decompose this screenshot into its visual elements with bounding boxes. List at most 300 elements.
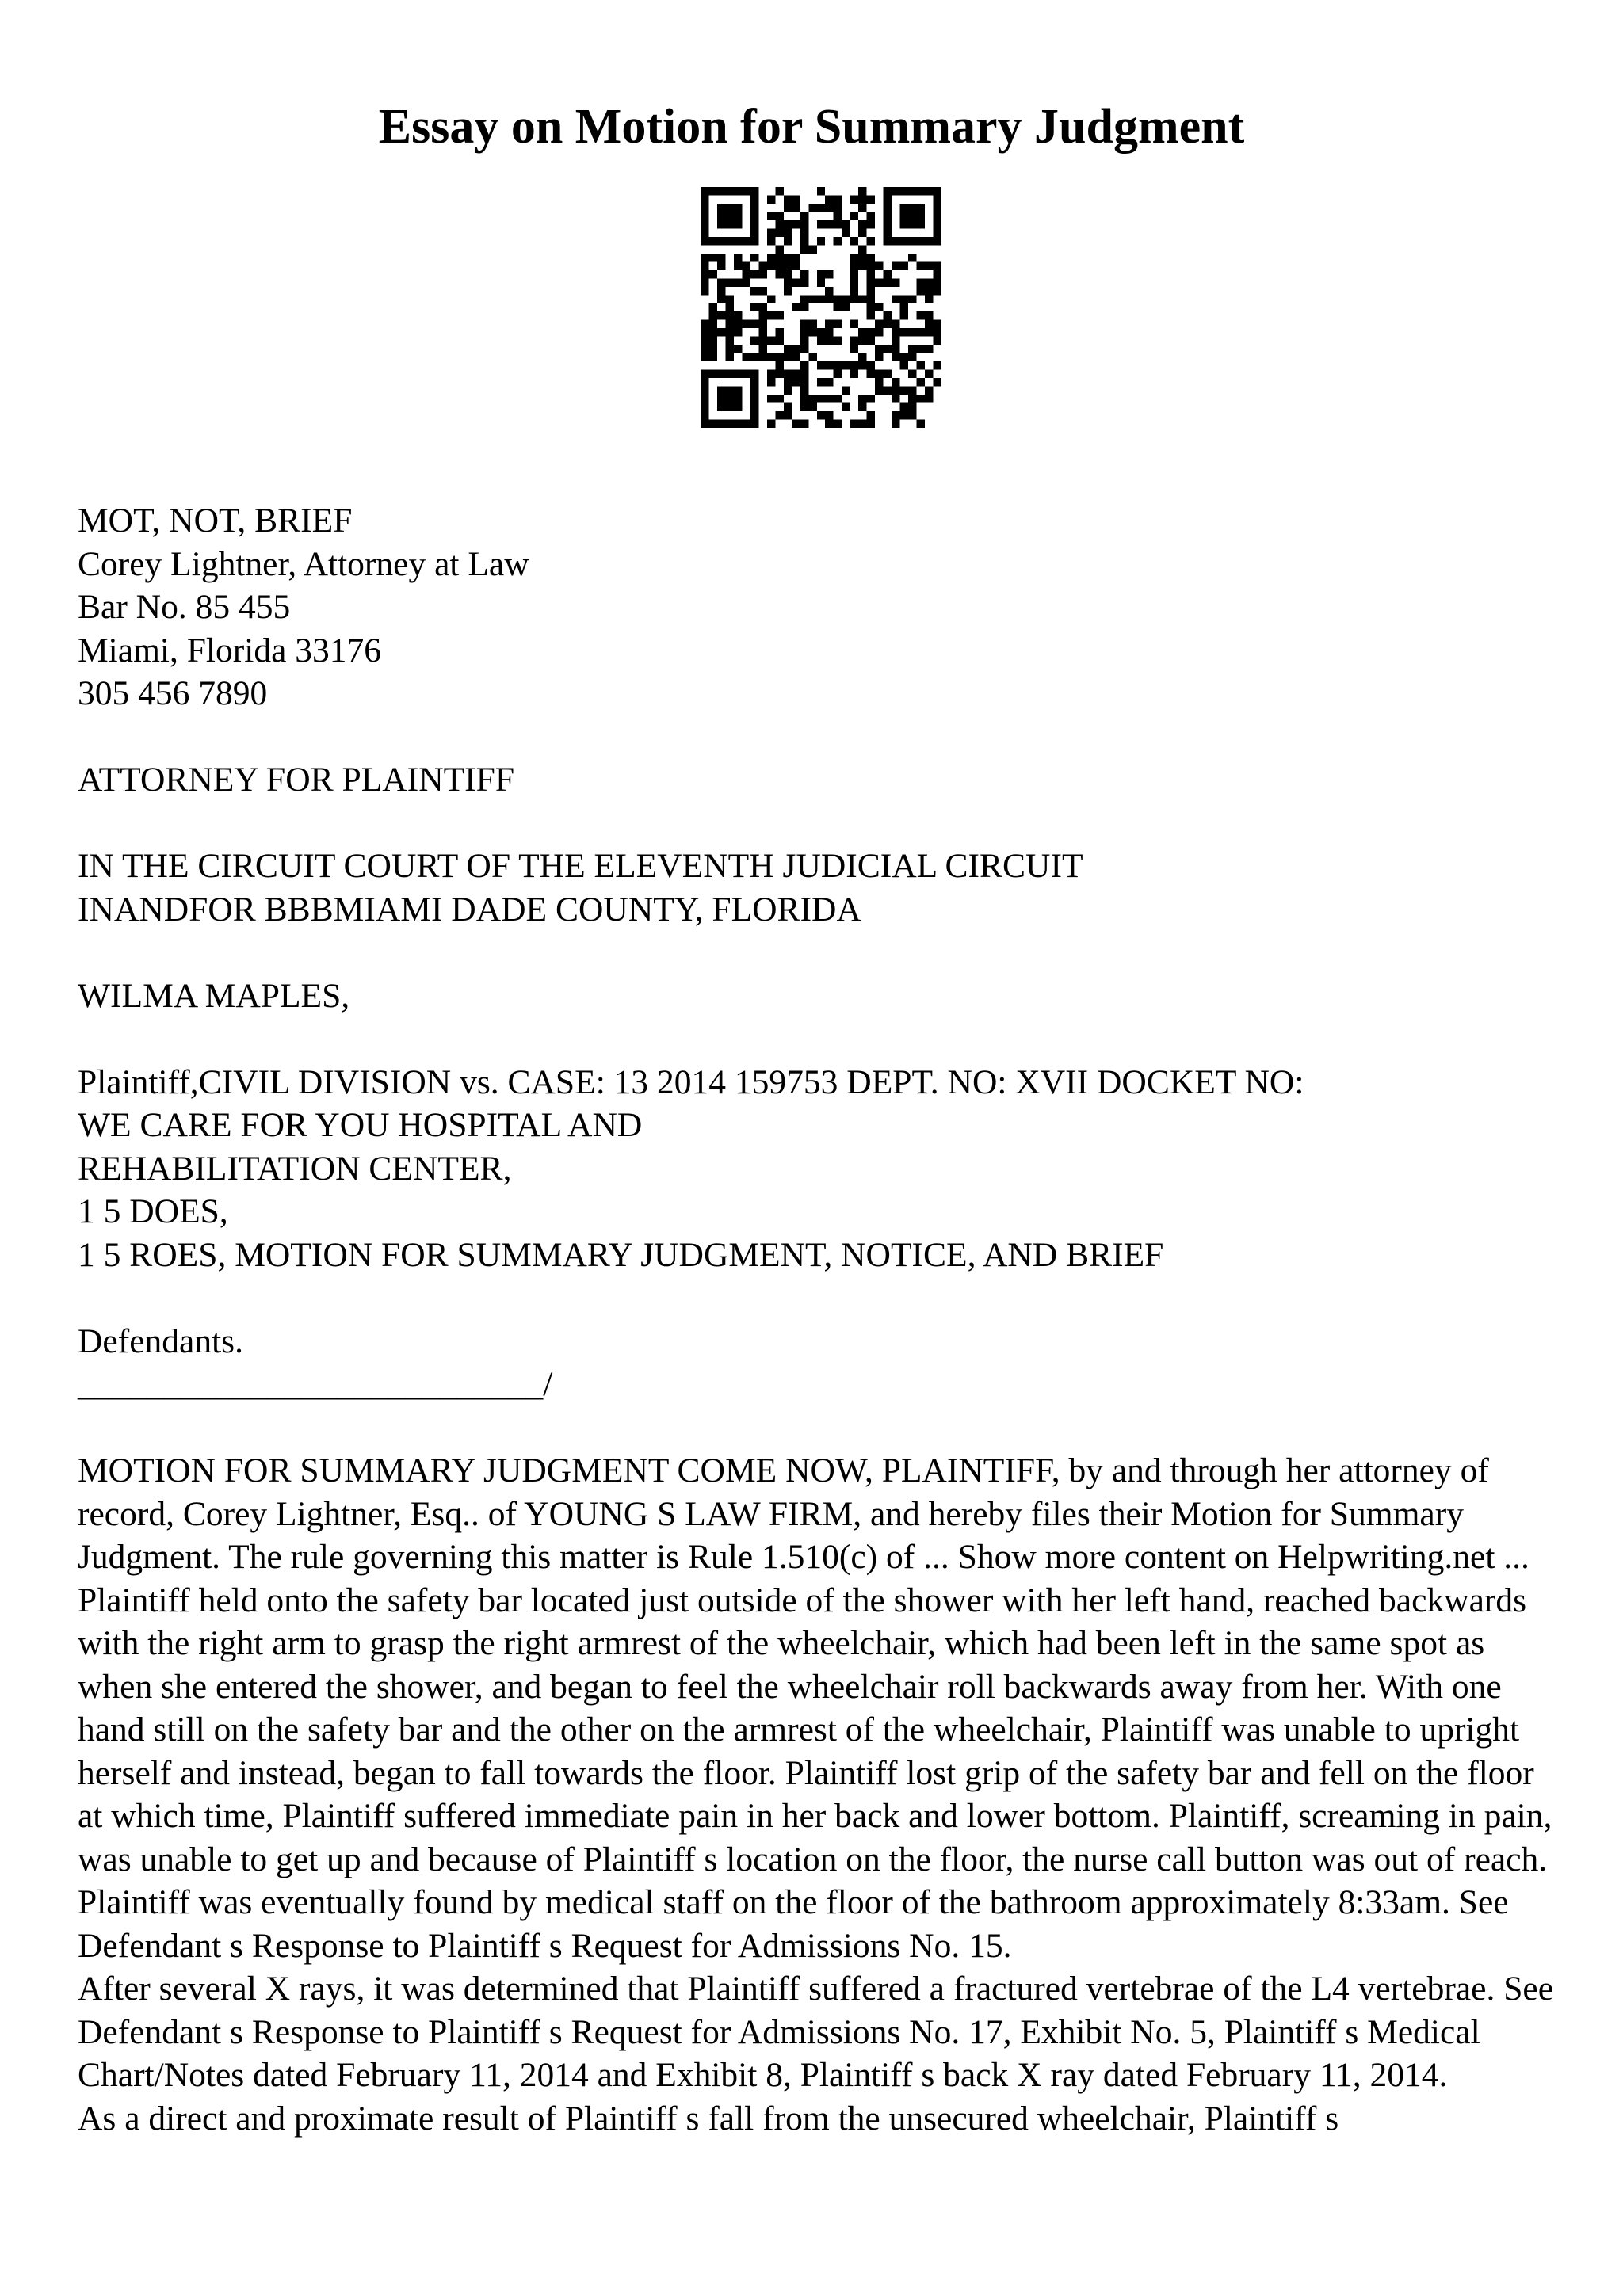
qr-module xyxy=(917,378,925,386)
qr-module xyxy=(750,403,758,411)
qr-module xyxy=(767,195,775,203)
qr-module xyxy=(708,320,716,328)
qr-module xyxy=(742,261,750,269)
qr-module xyxy=(701,370,708,378)
qr-module xyxy=(817,395,825,402)
qr-module xyxy=(842,303,850,311)
qr-module xyxy=(892,278,899,286)
qr-module xyxy=(767,261,775,269)
qr-module xyxy=(917,212,925,219)
qr-module xyxy=(784,287,792,295)
qr-module xyxy=(817,204,825,212)
qr-module xyxy=(925,387,933,395)
qr-module xyxy=(934,278,941,286)
qr-module xyxy=(850,270,858,278)
qr-module xyxy=(908,295,916,303)
qr-module xyxy=(934,328,941,336)
qr-module xyxy=(892,295,899,303)
qr-module xyxy=(767,254,775,261)
qr-module xyxy=(792,345,800,353)
qr-module xyxy=(701,254,708,261)
qr-module xyxy=(884,345,892,353)
header-line: Corey Lightner, Attorney at Law xyxy=(78,544,529,583)
qr-module xyxy=(808,245,816,253)
qr-module xyxy=(725,212,733,219)
qr-module xyxy=(867,261,875,269)
qr-module xyxy=(734,204,742,212)
qr-module xyxy=(800,245,808,253)
caption-line: 1 5 ROES, MOTION FOR SUMMARY JUDGMENT, NOTICE, AND BRIEF xyxy=(78,1235,1164,1274)
document-body xyxy=(78,499,1568,2140)
qr-module xyxy=(825,295,833,303)
qr-module xyxy=(850,287,858,295)
qr-module xyxy=(708,420,716,428)
qr-module xyxy=(758,345,766,353)
qr-module xyxy=(808,403,816,411)
qr-module xyxy=(884,212,892,219)
qr-module xyxy=(908,403,916,411)
qr-module xyxy=(884,228,892,236)
qr-module xyxy=(784,204,792,212)
qr-module xyxy=(742,420,750,428)
qr-module xyxy=(708,237,716,245)
qr-module xyxy=(725,345,733,353)
qr-module xyxy=(858,328,866,336)
qr-module xyxy=(767,337,775,345)
qr-module xyxy=(834,220,842,228)
qr-module xyxy=(767,420,775,428)
qr-module xyxy=(808,328,816,336)
qr-module xyxy=(867,287,875,295)
qr-module xyxy=(717,370,725,378)
qr-module xyxy=(850,278,858,286)
qr-module xyxy=(767,295,775,303)
qr-module xyxy=(701,261,708,269)
qr-module xyxy=(717,204,725,212)
defendants-label: Defendants. xyxy=(78,1322,243,1360)
qr-module xyxy=(908,187,916,195)
qr-module xyxy=(875,278,883,286)
qr-module xyxy=(758,303,766,311)
qr-module xyxy=(867,212,875,219)
qr-module xyxy=(925,311,933,319)
qr-module xyxy=(734,370,742,378)
qr-module xyxy=(775,337,783,345)
qr-module xyxy=(784,353,792,361)
qr-module xyxy=(717,278,725,286)
qr-module xyxy=(900,187,908,195)
qr-module xyxy=(750,303,758,311)
qr-module xyxy=(750,237,758,245)
qr-module xyxy=(800,328,808,336)
qr-module xyxy=(808,320,816,328)
qr-module xyxy=(825,337,833,345)
qr-module xyxy=(842,295,850,303)
qr-module xyxy=(742,187,750,195)
qr-module xyxy=(701,378,708,386)
qr-module xyxy=(867,337,875,345)
qr-module xyxy=(892,337,899,345)
qr-module xyxy=(800,278,808,286)
qr-module xyxy=(750,254,758,261)
qr-module xyxy=(725,403,733,411)
qr-module xyxy=(775,187,783,195)
qr-module xyxy=(917,420,925,428)
qr-module xyxy=(834,320,842,328)
qr-module xyxy=(717,212,725,219)
qr-module xyxy=(701,420,708,428)
qr-module xyxy=(800,403,808,411)
qr-module xyxy=(858,220,866,228)
qr-module xyxy=(708,187,716,195)
qr-module xyxy=(767,378,775,386)
qr-module xyxy=(775,361,783,369)
qr-module xyxy=(875,345,883,353)
qr-module xyxy=(858,420,866,428)
qr-module xyxy=(842,220,850,228)
qr-module xyxy=(792,303,800,311)
qr-module xyxy=(817,411,825,419)
qr-module xyxy=(908,328,916,336)
qr-module xyxy=(917,395,925,402)
qr-module xyxy=(717,311,725,319)
qr-module xyxy=(767,353,775,361)
qr-module xyxy=(767,228,775,236)
qr-module xyxy=(792,420,800,428)
qr-module xyxy=(925,328,933,336)
qr-module xyxy=(775,311,783,319)
qr-module xyxy=(800,237,808,245)
qr-module xyxy=(775,254,783,261)
qr-module xyxy=(775,220,783,228)
qr-module xyxy=(934,220,941,228)
qr-module xyxy=(817,295,825,303)
qr-module xyxy=(917,287,925,295)
qr-module xyxy=(767,395,775,402)
qr-module xyxy=(734,395,742,402)
qr-module xyxy=(725,337,733,345)
qr-module xyxy=(817,187,825,195)
qr-module xyxy=(758,261,766,269)
qr-module xyxy=(875,370,883,378)
qr-module xyxy=(934,187,941,195)
qr-module xyxy=(792,370,800,378)
qr-module xyxy=(908,212,916,219)
qr-module xyxy=(867,254,875,261)
qr-module xyxy=(708,270,716,278)
qr-module xyxy=(925,345,933,353)
qr-module xyxy=(758,328,766,336)
qr-module xyxy=(784,254,792,261)
body-paragraph: MOTION FOR SUMMARY JUDGMENT COME NOW, PLAINTIFF, by and through her attorney of record, Corey Lightner, Esq.. of YOUNG S LAW FIRM, and hereby files their Motion for Summary Judgment. The rule governing this matter is Rule 1.510(c) of ... Show more content on Helpwriting.net ... xyxy=(78,1451,1529,1576)
qr-module xyxy=(834,295,842,303)
qr-module xyxy=(900,387,908,395)
court-line: INANDFOR BBBMIAMI DADE COUNTY, FLORIDA xyxy=(78,890,861,929)
qr-module xyxy=(900,411,908,419)
qr-module xyxy=(884,270,892,278)
qr-module xyxy=(850,195,858,203)
qr-module xyxy=(900,295,908,303)
qr-module xyxy=(750,220,758,228)
qr-module xyxy=(925,287,933,295)
qr-module xyxy=(734,254,742,261)
caption-line: WE CARE FOR YOU HOSPITAL AND xyxy=(78,1106,643,1144)
qr-module xyxy=(884,370,892,378)
qr-module xyxy=(867,278,875,286)
qr-module xyxy=(784,270,792,278)
qr-module xyxy=(717,387,725,395)
qr-module xyxy=(750,270,758,278)
qr-module xyxy=(808,353,816,361)
qr-module xyxy=(825,395,833,402)
attorney-for-line: ATTORNEY FOR PLAINTIFF xyxy=(78,761,515,799)
qr-module xyxy=(858,204,866,212)
qr-module xyxy=(867,237,875,245)
qr-module xyxy=(734,212,742,219)
qr-module xyxy=(834,212,842,219)
qr-module xyxy=(858,187,866,195)
qr-module xyxy=(750,411,758,419)
qr-module xyxy=(717,403,725,411)
qr-module xyxy=(858,361,866,369)
qr-module xyxy=(701,212,708,219)
qr-module xyxy=(800,345,808,353)
qr-module xyxy=(800,228,808,236)
qr-module xyxy=(884,311,892,319)
qr-module xyxy=(850,295,858,303)
qr-module xyxy=(875,387,883,395)
qr-module xyxy=(900,403,908,411)
qr-module xyxy=(934,204,941,212)
qr-module xyxy=(892,345,899,353)
qr-module xyxy=(850,320,858,328)
qr-module xyxy=(725,237,733,245)
qr-module xyxy=(725,303,733,311)
qr-module xyxy=(825,328,833,336)
qr-module xyxy=(875,303,883,311)
qr-module xyxy=(834,420,842,428)
qr-module xyxy=(900,303,908,311)
qr-module xyxy=(784,237,792,245)
qr-module xyxy=(858,228,866,236)
qr-module xyxy=(884,320,892,328)
qr-module xyxy=(717,287,725,295)
qr-module xyxy=(800,395,808,402)
qr-module xyxy=(825,220,833,228)
qr-module xyxy=(867,370,875,378)
court-line: IN THE CIRCUIT COURT OF THE ELEVENTH JUDICIAL CIRCUIT xyxy=(78,847,1083,885)
qr-module xyxy=(725,204,733,212)
qr-module xyxy=(917,187,925,195)
qr-module xyxy=(725,220,733,228)
qr-module xyxy=(900,261,908,269)
qr-module xyxy=(717,237,725,245)
qr-module xyxy=(725,311,733,319)
qr-module xyxy=(808,295,816,303)
qr-module xyxy=(784,195,792,203)
qr-module xyxy=(934,337,941,345)
qr-module xyxy=(908,353,916,361)
qr-module xyxy=(708,353,716,361)
body-paragraph: As a direct and proximate result of Plaintiff s fall from the unsecured wheelchair, Plaintiff s xyxy=(78,2099,1339,2138)
qr-module xyxy=(717,187,725,195)
qr-module xyxy=(758,287,766,295)
qr-module xyxy=(792,204,800,212)
body-paragraph: After several X rays, it was determined that Plaintiff suffered a fractured vertebrae of the L4 vertebrae. See Defendant s Response to Plaintiff s Request for Admissions No. 17, Exhibit No. 5, Plaintiff s Medical Chart/Notes dated February 11, 2014 and Exhibit 8, Plaintiff s back X ray dated February 11, 2014. xyxy=(78,1970,1554,2094)
body-paragraph: Plaintiff held onto the safety bar located just outside of the shower with her left hand, reached backwards with the right arm to grasp the right armrest of the wheelchair, which had been left in the same spot as when she entered the shower, and began to feel the wheelchair roll backwards away from her. With one hand still on the safety bar and the other on the armrest of the wheelchair, Plaintiff was unable to upright herself and instead, began to fall towards the floor. Plaintiff lost grip of the safety bar and fell on the floor at which time, Plaintiff suffered immediate pain in her back and lower bottom. Plaintiff, screaming in pain, was unable to get up and because of Plaintiff s location on the floor, the nurse call button was out of reach. Plaintiff was eventually found by medical staff on the floor of the bathroom approximately 8:33am. See Defendant s Response to Plaintiff s Request for Admissions No. 15. xyxy=(78,1581,1552,1965)
qr-module xyxy=(850,361,858,369)
qr-module xyxy=(858,395,866,402)
qr-module xyxy=(867,361,875,369)
qr-module xyxy=(884,278,892,286)
qr-module xyxy=(800,212,808,219)
qr-module xyxy=(858,353,866,361)
header-line: MOT, NOT, BRIEF xyxy=(78,502,353,540)
qr-module xyxy=(917,361,925,369)
qr-module xyxy=(784,278,792,286)
qr-module xyxy=(701,204,708,212)
qr-module xyxy=(917,204,925,212)
qr-module xyxy=(808,395,816,402)
qr-module xyxy=(800,270,808,278)
qr-module xyxy=(775,395,783,402)
qr-module xyxy=(701,195,708,203)
qr-module xyxy=(900,237,908,245)
qr-module xyxy=(850,237,858,245)
qr-module xyxy=(842,403,850,411)
qr-module xyxy=(834,195,842,203)
qr-module xyxy=(750,228,758,236)
qr-module xyxy=(908,237,916,245)
qr-module xyxy=(742,278,750,286)
qr-module xyxy=(792,254,800,261)
qr-module xyxy=(817,361,825,369)
qr-module xyxy=(934,270,941,278)
qr-module xyxy=(750,187,758,195)
qr-module xyxy=(917,345,925,353)
qr-module xyxy=(850,420,858,428)
qr-module xyxy=(717,261,725,269)
qr-module xyxy=(750,287,758,295)
qr-module xyxy=(734,187,742,195)
qr-module xyxy=(734,278,742,286)
qr-module xyxy=(792,278,800,286)
signature-line: ___________________________/ xyxy=(78,1365,553,1403)
qr-module xyxy=(892,320,899,328)
qr-module xyxy=(775,228,783,236)
qr-module xyxy=(892,187,899,195)
qr-module xyxy=(750,370,758,378)
qr-module xyxy=(708,337,716,345)
qr-module xyxy=(734,420,742,428)
qr-module xyxy=(775,270,783,278)
qr-module xyxy=(750,320,758,328)
qr-module xyxy=(850,261,858,269)
qr-module xyxy=(742,320,750,328)
qr-module xyxy=(708,328,716,336)
qr-module xyxy=(834,395,842,402)
qr-module xyxy=(900,212,908,219)
qr-module xyxy=(908,395,916,402)
qr-module xyxy=(708,370,716,378)
qr-module xyxy=(701,320,708,328)
qr-module xyxy=(908,204,916,212)
qr-module xyxy=(701,187,708,195)
qr-module xyxy=(758,320,766,328)
qr-module xyxy=(867,328,875,336)
qr-module xyxy=(834,337,842,345)
qr-module xyxy=(701,237,708,245)
qr-module xyxy=(900,204,908,212)
qr-module xyxy=(892,378,899,386)
qr-module xyxy=(734,345,742,353)
qr-module xyxy=(817,278,825,286)
qr-module xyxy=(867,303,875,311)
qr-module xyxy=(784,403,792,411)
qr-module xyxy=(701,353,708,361)
qr-module xyxy=(892,395,899,402)
qr-module xyxy=(900,311,908,319)
qr-module xyxy=(867,270,875,278)
qr-module xyxy=(725,278,733,286)
qr-module xyxy=(934,287,941,295)
plaintiff-name: WILMA MAPLES, xyxy=(78,976,350,1015)
qr-module xyxy=(750,378,758,386)
qr-module xyxy=(858,337,866,345)
qr-module xyxy=(908,387,916,395)
qr-module xyxy=(725,187,733,195)
qr-module xyxy=(834,361,842,369)
qr-module xyxy=(734,328,742,336)
qr-module xyxy=(784,387,792,395)
qr-module xyxy=(934,212,941,219)
qr-module xyxy=(842,228,850,236)
qr-module xyxy=(708,303,716,311)
qr-module xyxy=(808,204,816,212)
qr-module xyxy=(850,254,858,261)
qr-module xyxy=(900,353,908,361)
qr-module xyxy=(750,337,758,345)
qr-module xyxy=(858,245,866,253)
qr-module xyxy=(834,204,842,212)
qr-module xyxy=(917,328,925,336)
qr-module xyxy=(792,195,800,203)
qr-module xyxy=(825,204,833,212)
qr-module xyxy=(892,411,899,419)
qr-module xyxy=(792,378,800,386)
qr-module xyxy=(817,328,825,336)
qr-module xyxy=(925,395,933,402)
qr-module xyxy=(800,320,808,328)
qr-module xyxy=(917,261,925,269)
qr-module xyxy=(708,345,716,353)
qr-module xyxy=(875,328,883,336)
qr-module xyxy=(775,212,783,219)
qr-module xyxy=(925,295,933,303)
qr-module xyxy=(775,353,783,361)
qr-module xyxy=(908,370,916,378)
qr-module xyxy=(825,195,833,203)
qr-module xyxy=(858,195,866,203)
qr-module xyxy=(900,220,908,228)
qr-module xyxy=(792,261,800,269)
qr-module xyxy=(767,370,775,378)
qr-module xyxy=(925,278,933,286)
qr-module xyxy=(842,361,850,369)
qr-module xyxy=(858,295,866,303)
qr-module xyxy=(725,328,733,336)
qr-module xyxy=(800,387,808,395)
